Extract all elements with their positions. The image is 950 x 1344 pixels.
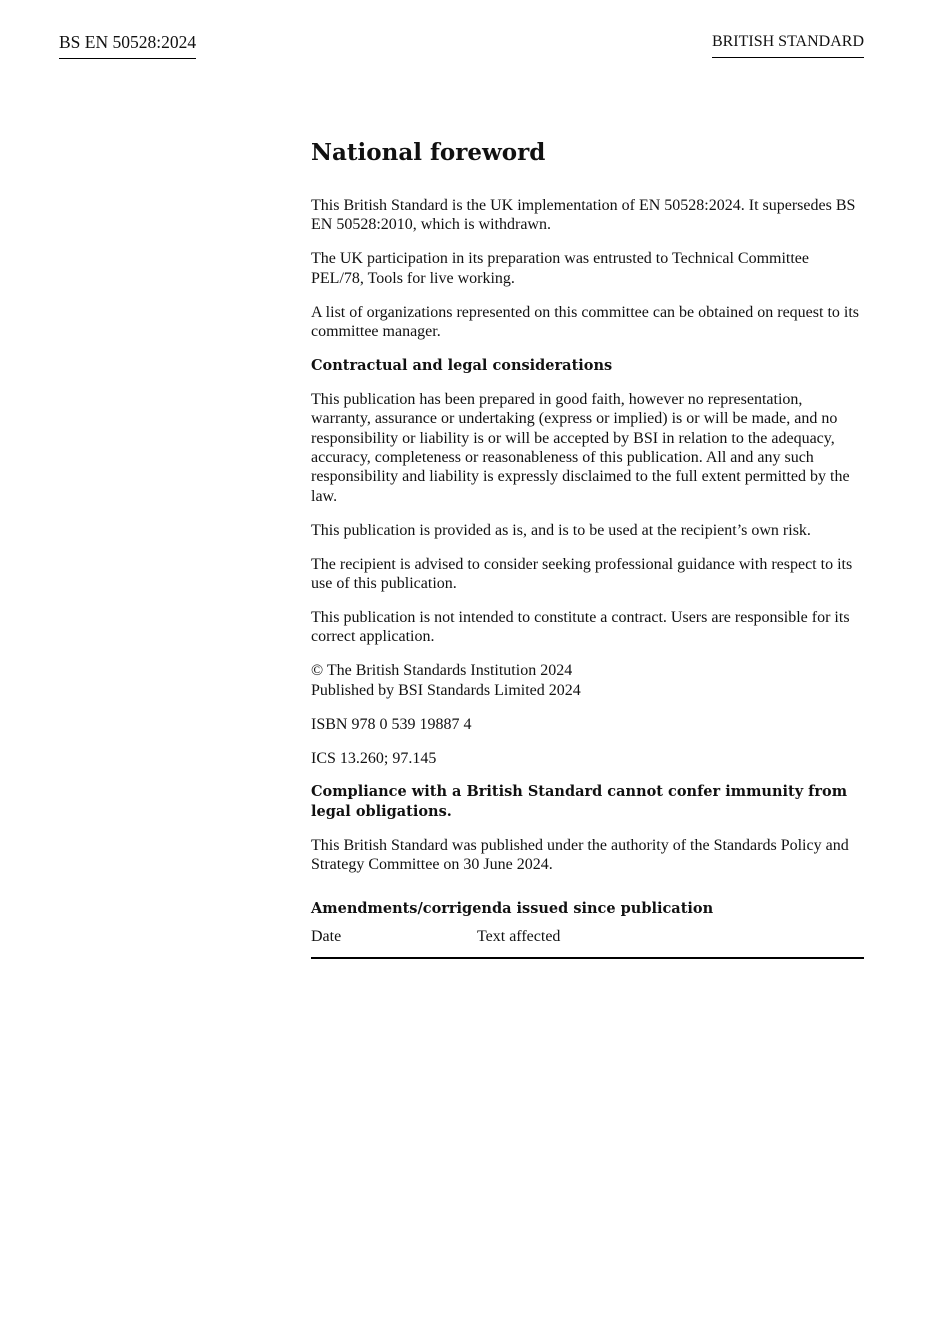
copyright-block [311,661,864,700]
isbn: ISBN 978 0 539 19887 4 [311,715,472,733]
date-column-header: Date [311,927,477,958]
copyright-line: © The British Standards Institution 2024 [311,662,573,680]
amendments-heading: Amendments/corrigenda issued since publication [311,899,714,917]
implementation-paragraph: This British Standard is the UK implementation of EN 50528:2024. It supersedes BS EN 50528:2010, which is withdrawn. [311,197,856,234]
compliance-statement: Compliance with a British Standard cannot confer immunity from legal obligations. [311,783,848,820]
committee-paragraph: The UK participation in its preparation was entrusted to Technical Committee PEL/78, Tools for live working. [311,250,809,287]
authority-paragraph: This British Standard was published under the authority of the Standards Policy and Strategy Committee on 30 June 2024. [311,836,849,874]
legal-heading: Contractual and legal considerations [311,356,613,374]
standard-type-header: BRITISH STANDARD [712,31,864,58]
good-faith-paragraph: This publication has been prepared in good faith, however no representation, warranty, assurance or undertaking (express or implied) is or will be made, and no responsibility or liability is or will be accepted by BSI in relation to the adequacy, accuracy, completeness or reasonableness of this publication. All and any such responsibility and liability is expressly disclaimed to the full extent permitted by the law. [311,390,850,505]
amendments-header-row [311,927,864,958]
not-contract-paragraph: This publication is not intended to constitute a contract. Users are responsible for its correct application. [311,609,850,646]
professional-guidance-paragraph: The recipient is advised to consider seeking professional guidance with respect to its use of this publication. [311,555,853,593]
text-affected-column-header: Text affected [477,927,864,958]
foreword-content [311,138,864,959]
ics: ICS 13.260; 97.145 [311,749,437,767]
standard-number-header: BS EN 50528:2024 [59,31,196,59]
published-by-line: Published by BSI Standards Limited 2024 [311,681,581,699]
own-risk-paragraph: This publication is provided as is, and is to be used at the recipient’s own risk. [311,521,811,539]
amendments-table [311,927,864,959]
page-title: National foreword [311,139,546,166]
organizations-paragraph: A list of organizations represented on this committee can be obtained on request to its committee manager. [311,303,860,341]
